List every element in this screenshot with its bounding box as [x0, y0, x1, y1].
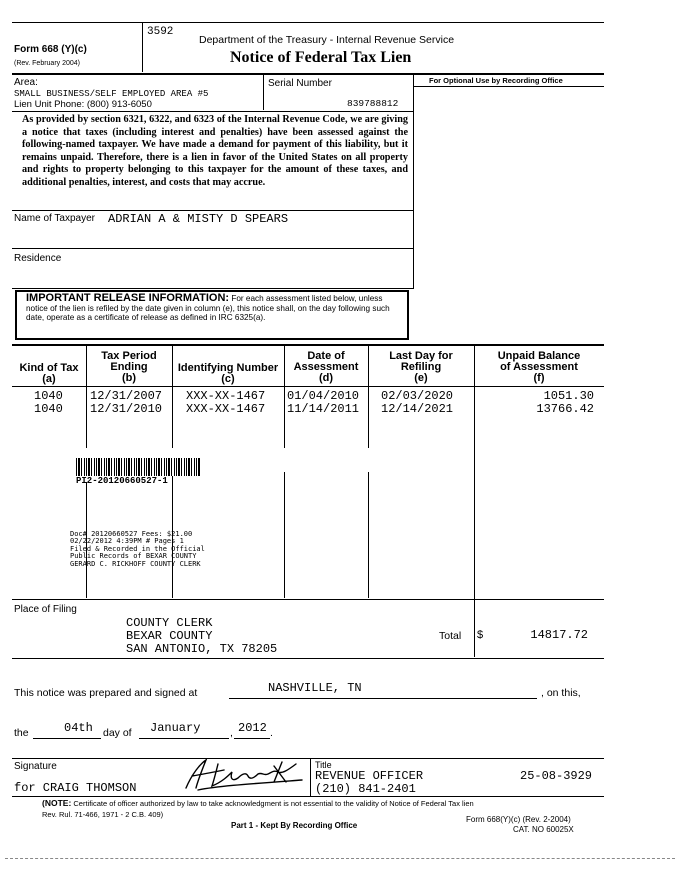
- col-kind-header: Kind of Tax (a): [19, 362, 79, 385]
- period-mark: .: [270, 727, 273, 739]
- optional-use-label: For Optional Use by Recording Office: [429, 76, 563, 85]
- year-value: 2012: [238, 721, 267, 735]
- the-label: the: [14, 727, 29, 739]
- officer-id: 25-08-3929: [520, 769, 593, 783]
- signature-label: Signature: [14, 761, 57, 772]
- comma-separator: ,: [230, 727, 233, 739]
- barcode: [76, 458, 200, 476]
- serial-value: 839788812: [347, 98, 399, 109]
- form-rev: (Rev. February 2004): [14, 60, 81, 67]
- total-value: 14817.72: [530, 628, 588, 642]
- note-bold: (NOTE:: [42, 798, 72, 808]
- col-id-header: Identifying Number (c): [177, 362, 279, 385]
- month-value: January: [150, 721, 201, 735]
- total-label: Total: [439, 630, 462, 642]
- taxpayer-label: Name of Taxpayer: [14, 213, 95, 224]
- release-body: For each assessment listed below, unless notice of the lien is refiled by the date given in column (e), this notice shall, on the day following such date, operate as a certificate of release as defined in IRC 6325(a).: [26, 294, 390, 323]
- officer-title: REVENUE OFFICER: [315, 769, 424, 783]
- day-value: 04th: [64, 721, 93, 735]
- document-title: Notice of Federal Tax Lien: [230, 49, 412, 66]
- place-line-2: BEXAR COUNTY: [126, 629, 213, 643]
- area-value: SMALL BUSINESS/SELF EMPLOYED AREA #5: [14, 89, 209, 99]
- officer-phone: (210) 841-2401: [315, 782, 416, 796]
- on-this-label: , on this,: [541, 687, 581, 699]
- note-reference: Rev. Rul. 71-466, 1971 - 2 C.B. 409): [42, 810, 164, 819]
- signer-name: for CRAIG THOMSON: [14, 781, 137, 795]
- serial-label: Serial Number: [268, 78, 332, 89]
- col-period-header: Tax Period Ending (b): [101, 350, 157, 384]
- title-label: Title: [315, 760, 332, 770]
- bottom-rule: [5, 858, 675, 859]
- top-number: 3592: [147, 26, 174, 38]
- residence-label: Residence: [14, 253, 62, 264]
- department: Department of the Treasury - Internal Revenue Service: [199, 34, 455, 46]
- col-refile-header: Last Day for Refiling (e): [389, 350, 453, 384]
- prepared-place: NASHVILLE, TN: [268, 681, 362, 695]
- col-balance-header: Unpaid Balance of Assessment (f): [497, 350, 581, 384]
- place-line-3: SAN ANTONIO, TX 78205: [126, 642, 278, 656]
- barcode-text: PI2-20120660527-1: [76, 476, 168, 486]
- intro-text: As provided by section 6321, 6322, and 6323 of the Internal Revenue Code, we are giving a notice that taxes (including interest and penalties) have been assessed against the following-named taxpayer. We have made a demand for payment of this liability, but it remains unpaid. Therefore, there is a lien in favor of the United States on all property and rights to property belonging to this taxpayer for the amount of these taxes, and additional penalties, interest, and costs that may accrue.: [22, 114, 408, 188]
- place-line-1: COUNTY CLERK: [126, 616, 213, 630]
- release-info-text: [26, 294, 404, 323]
- note-body: Certificate of officer authorized by law to take acknowledgment is not essential to the validity of Notice of Federal Tax lien: [73, 799, 474, 808]
- area-label: Area:: [14, 77, 38, 88]
- form-footer: Form 668(Y)(c) (Rev. 2-2004): [466, 815, 571, 824]
- part-label: Part 1 - Kept By Recording Office: [231, 821, 358, 830]
- place-label: Place of Filing: [14, 604, 77, 615]
- signature-image: [178, 754, 308, 796]
- col-assessed-header: Date of Assessment (d): [293, 350, 359, 384]
- prepared-label: This notice was prepared and signed at: [14, 687, 198, 699]
- catalog-number: CAT. NO 60025X: [513, 825, 574, 834]
- lien-unit-phone: Lien Unit Phone: (800) 913-6050: [14, 99, 152, 110]
- note-text: [42, 799, 602, 808]
- day-of-label: day of: [103, 727, 132, 739]
- form-id: Form 668 (Y)(c): [14, 44, 87, 55]
- taxpayer-name: ADRIAN A & MISTY D SPEARS: [108, 212, 289, 226]
- total-currency: $: [477, 629, 484, 641]
- release-title: IMPORTANT RELEASE INFORMATION:: [26, 292, 230, 304]
